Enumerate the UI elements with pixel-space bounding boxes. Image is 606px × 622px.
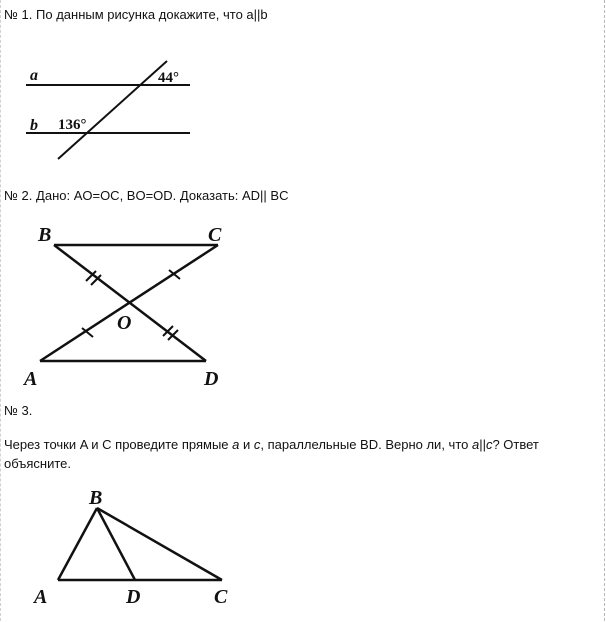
- vertex-O-label: O: [117, 312, 132, 334]
- task1-figure: [0, 55, 220, 165]
- task3-var-c2: c: [485, 437, 493, 452]
- task1-text: По данным рисунка докажите, что a||b: [36, 7, 268, 22]
- task3-text-part2: и: [239, 437, 254, 452]
- vertex-C-label: C: [208, 224, 222, 246]
- task3-var-a: a: [232, 437, 240, 452]
- task3-text-line2: [4, 456, 71, 472]
- vertex-C-label: C: [214, 586, 228, 608]
- segment-AC: [40, 245, 218, 361]
- task3-number: № 3.: [4, 403, 33, 418]
- transversal-line: [58, 61, 167, 159]
- segment-AB: [58, 508, 97, 580]
- task3-figure: [0, 480, 250, 615]
- label-b: b: [30, 117, 38, 134]
- vertex-D-label: D: [126, 586, 141, 608]
- angle-136-label: 136°: [58, 117, 87, 133]
- task1-number: № 1.: [4, 7, 33, 22]
- task3-text-part1: Через точки A и C проведите прямые: [4, 437, 233, 452]
- task3-text-line2-span: объясните.: [4, 456, 71, 471]
- task1-heading: [4, 7, 268, 23]
- vertex-A-label: A: [24, 368, 38, 390]
- task3-var-a2: a: [471, 437, 480, 452]
- vertex-B-label: B: [38, 224, 52, 246]
- vertex-B-label: B: [89, 487, 103, 509]
- task3-text-part5: ? Ответ: [492, 437, 539, 452]
- task2-number: № 2.: [4, 188, 33, 203]
- task3-text-part4: ||: [479, 437, 486, 452]
- task3-text-line1: [4, 437, 539, 453]
- task2-figure: [0, 215, 260, 390]
- task2-text: Дано: AO=OC, BO=OD. Доказать: AD|| BC: [36, 188, 289, 203]
- label-a: a: [30, 67, 38, 84]
- task3-text-part3: , параллельные BD. Верно ли, что: [260, 437, 472, 452]
- task2-heading: [4, 188, 288, 204]
- task3-var-c: c: [253, 437, 261, 452]
- vertex-D-label: D: [204, 368, 219, 390]
- vertex-A-label: A: [34, 586, 48, 608]
- task3-heading: [4, 403, 32, 419]
- angle-44-label: 44°: [158, 70, 179, 86]
